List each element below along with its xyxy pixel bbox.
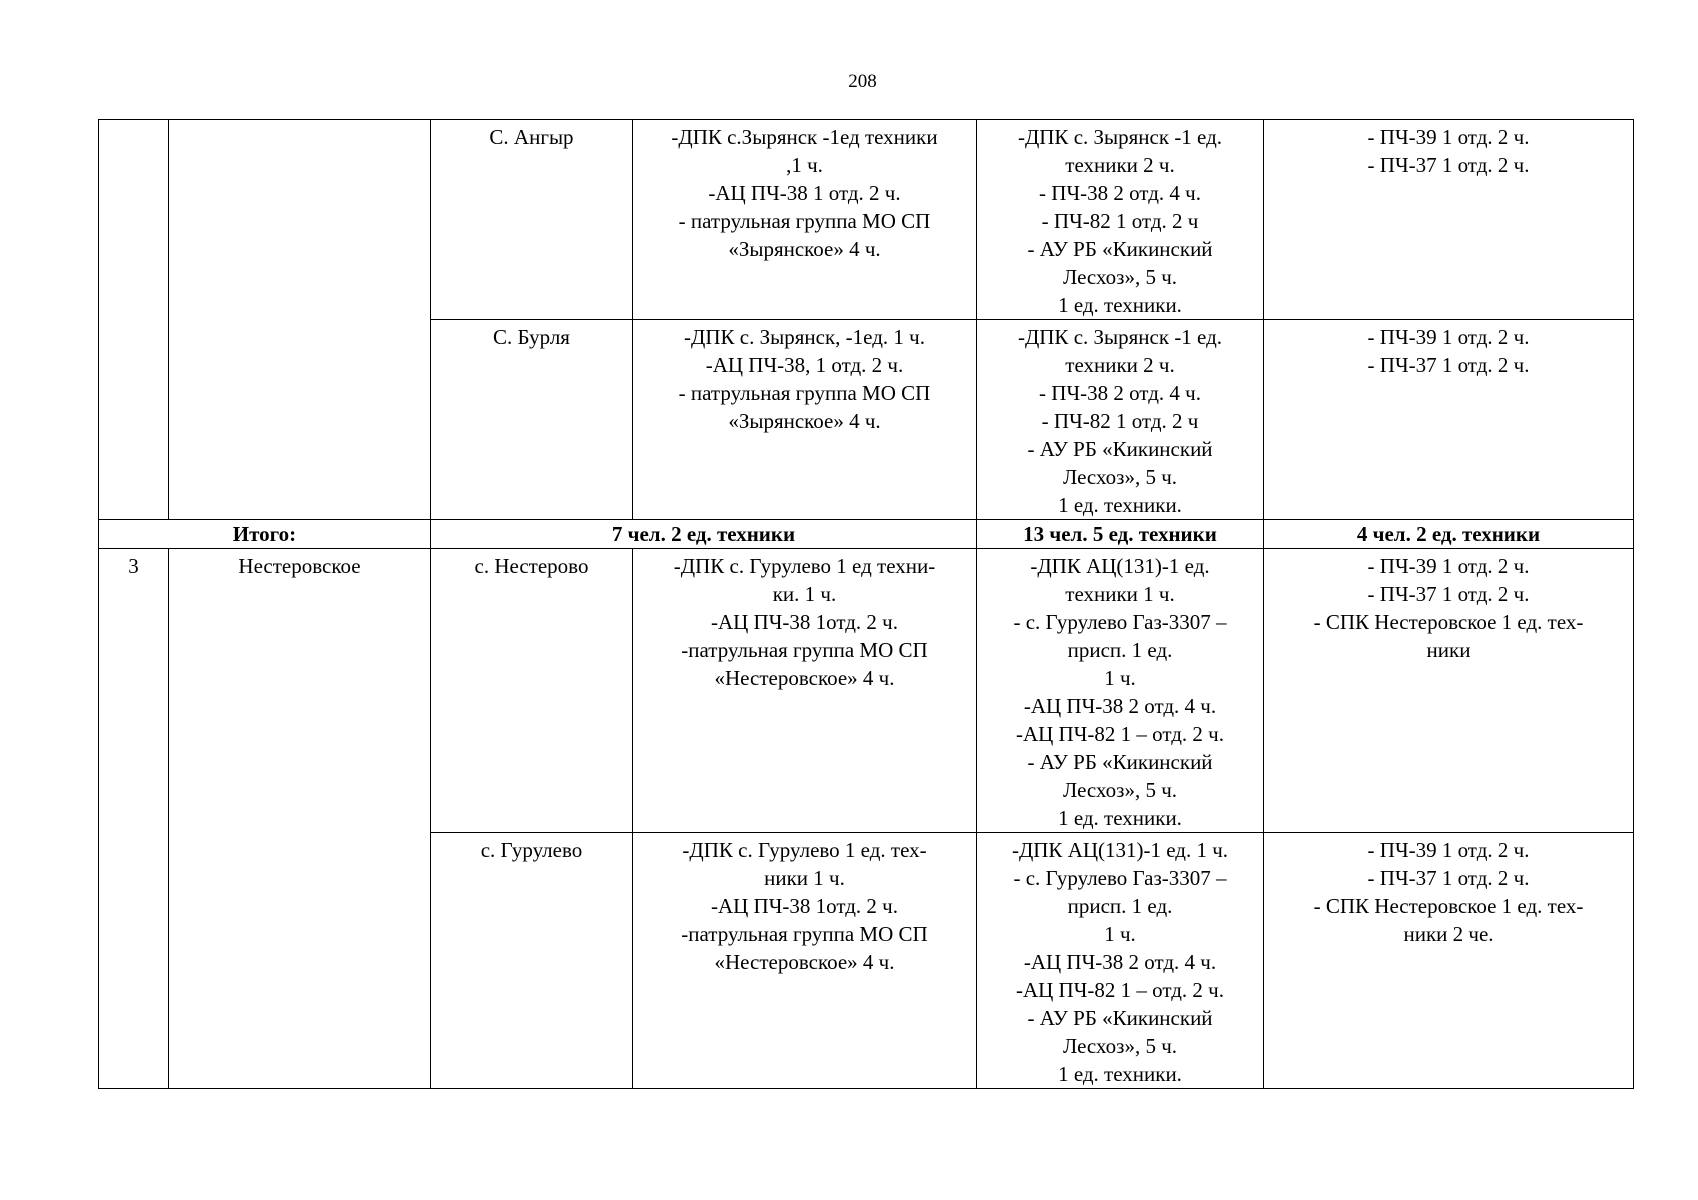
table-row — [99, 549, 1634, 833]
level2-forces-cell: -ДПК АЦ(131)-1 ед. 1 ч. - с. Гурулево Газ-3307 – присп. 1 ед. 1 ч. -АЦ ПЧ-38 2 отд. 4 ч. -АЦ ПЧ-82 1 – отд. 2 ч. - АУ РБ «Кикинский Лесхоз», 5 ч. 1 ед. техники. — [977, 833, 1264, 1089]
level2-forces-cell: -ДПК АЦ(131)-1 ед. техники 1 ч. - с. Гурулево Газ-3307 – присп. 1 ед. 1 ч. -АЦ ПЧ-38 2 отд. 4 ч. -АЦ ПЧ-82 1 – отд. 2 ч. - АУ РБ «Кикинский Лесхоз», 5 ч. 1 ед. техники. — [977, 549, 1264, 833]
level3-forces-cell: - ПЧ-39 1 отд. 2 ч. - ПЧ-37 1 отд. 2 ч. - СПК Нестеровское 1 ед. тех- ники — [1264, 549, 1634, 833]
total-level2-cell: 13 чел. 5 ед. техники — [977, 520, 1264, 549]
level1-forces-cell: -ДПК с. Гурулево 1 ед. тех- ники 1 ч. -АЦ ПЧ-38 1отд. 2 ч. -патрульная группа МО СП «Нестеровское» 4 ч. — [633, 833, 977, 1089]
number-cell — [99, 120, 169, 520]
resources-table — [98, 119, 1634, 1089]
page-number: 208 — [848, 71, 877, 92]
municipality-cell — [169, 120, 431, 520]
level2-forces-cell: -ДПК с. Зырянск -1 ед. техники 2 ч. - ПЧ-38 2 отд. 4 ч. - ПЧ-82 1 отд. 2 ч - АУ РБ «Кикинский Лесхоз», 5 ч. 1 ед. техники. — [977, 320, 1264, 520]
total-row — [99, 520, 1634, 549]
total-label-cell: Итого: — [99, 520, 431, 549]
table-row — [99, 120, 1634, 320]
level3-forces-cell: - ПЧ-39 1 отд. 2 ч. - ПЧ-37 1 отд. 2 ч. - СПК Нестеровское 1 ед. тех- ники 2 че. — [1264, 833, 1634, 1089]
municipality-cell: Нестеровское — [169, 549, 431, 1089]
total-level1-cell: 7 чел. 2 ед. техники — [431, 520, 977, 549]
level1-forces-cell: -ДПК с. Гурулево 1 ед техни- ки. 1 ч. -АЦ ПЧ-38 1отд. 2 ч. -патрульная группа МО СП «Нестеровское» 4 ч. — [633, 549, 977, 833]
settlement-cell: С. Ангыр — [431, 120, 633, 320]
settlement-cell: С. Бурля — [431, 320, 633, 520]
level2-forces-cell: -ДПК с. Зырянск -1 ед. техники 2 ч. - ПЧ-38 2 отд. 4 ч. - ПЧ-82 1 отд. 2 ч - АУ РБ «Кикинский Лесхоз», 5 ч. 1 ед. техники. — [977, 120, 1264, 320]
settlement-cell: с. Нестерово — [431, 549, 633, 833]
settlement-cell: с. Гурулево — [431, 833, 633, 1089]
level1-forces-cell: -ДПК с. Зырянск, -1ед. 1 ч. -АЦ ПЧ-38, 1 отд. 2 ч. - патрульная группа МО СП «Зырянское» 4 ч. — [633, 320, 977, 520]
number-cell: 3 — [99, 549, 169, 1089]
level1-forces-cell: -ДПК с.Зырянск -1ед техники ,1 ч. -АЦ ПЧ-38 1 отд. 2 ч. - патрульная группа МО СП «Зырянское» 4 ч. — [633, 120, 977, 320]
level3-forces-cell: - ПЧ-39 1 отд. 2 ч. - ПЧ-37 1 отд. 2 ч. — [1264, 320, 1634, 520]
total-level3-cell: 4 чел. 2 ед. техники — [1264, 520, 1634, 549]
level3-forces-cell: - ПЧ-39 1 отд. 2 ч. - ПЧ-37 1 отд. 2 ч. — [1264, 120, 1634, 320]
